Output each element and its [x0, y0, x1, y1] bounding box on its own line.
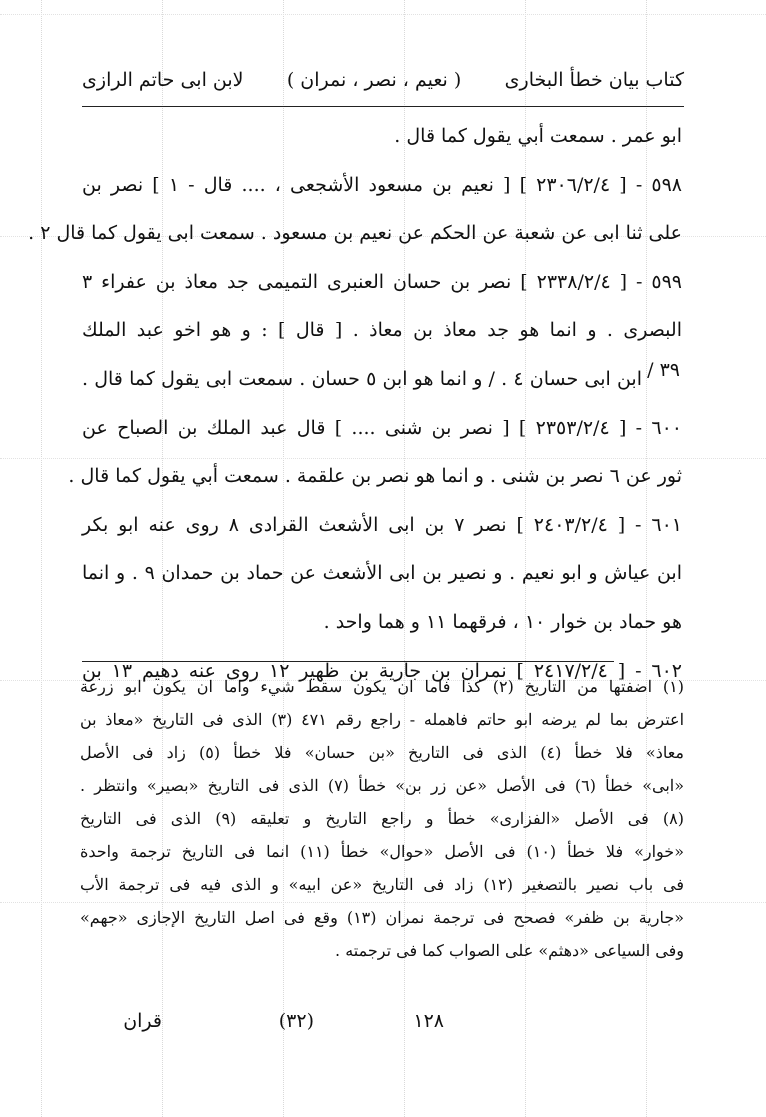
text-line: ٦٠٢ - [ ٢٤١٧/٢/٤ ] نمران بن جارية بن ظهير ١٢ روى عنه دهيم ١٣ بن: [82, 659, 683, 682]
page-number: ١٢٨: [413, 1010, 444, 1032]
text-line: ابن عياش و ابو نعيم . و نصير بن ابى الأشعث عن حماد بن حمدان ٩ . و انما: [82, 562, 682, 585]
header-author: لابن ابى حاتم الرازى: [82, 69, 244, 91]
footnote-line: «جارية بن ظفر» فصحح فى ترجمة نمران (١٣) وقع فى اصل التاريخ الإجازى «جهم»: [80, 908, 685, 927]
text-line: على ثنا ابى عن شعبة عن الحكم عن نعيم بن مسعود . سمعت ابى يقول كما قال ٢ .: [28, 222, 682, 245]
header-rule: [82, 106, 684, 107]
footnote-line: فى باب نصير بالتصغير (١٢) زاد فى التاريخ «عن ابيه» و الذى فيه فى ترجمة الأب: [80, 875, 684, 894]
signature-mark: (٣٢): [278, 1010, 314, 1032]
header-names: ( نعيم ، نصر ، نمران ): [286, 69, 462, 91]
catchword: قران: [123, 1010, 162, 1032]
footnote-line: (١) اضفتها من التاريخ (٢) كذا فاما ان يكون سقط شيء واما ان يكون ابو زرعة: [80, 677, 685, 696]
text-line: هو حماد بن خوار ١٠ ، فرقهما ١١ و هما واحد .: [323, 610, 682, 633]
text-line: ثور عن ٦ نصر بن شنى . و انما هو نصر بن علقمة . سمعت أبي يقول كما قال .: [68, 465, 682, 488]
text-line: ابو عمر . سمعت أبي يقول كما قال .: [394, 125, 682, 147]
page-footer: [82, 1010, 682, 1050]
text-line: ٦٠١ - [ ٢٤٠٣/٢/٤ ] نصر ٧ بن ابى الأشعث القرادى ٨ روى عنه ابو بكر: [82, 513, 682, 536]
footnote-line: وفى السياعى «دهثم» على الصواب كما فى ترجمته .: [335, 941, 684, 960]
header-book-title: كتاب بيان خطأ البخارى: [504, 69, 684, 91]
grid-line: [41, 0, 42, 1117]
footnote-line: «ابى» خطأ (٦) فى الأصل «عن زر بن» خطأ (٧) الذى فى التاريخ «بصير» وانتظر .: [80, 776, 685, 795]
running-header: [82, 60, 684, 100]
text-line: ٦٠٠ - [ ٢٣٥٣/٢/٤ ] [ نصر بن شنى .... ] قال عبد الملك بن الصباح عن: [82, 416, 683, 439]
text-line: ٥٩٨ - [ ٢٣٠٦/٢/٤ ] [ نعيم بن مسعود الأشجعى ، .... قال - ١ ] نصر بن: [82, 173, 683, 196]
footnote-line: (٨) فى الأصل «الفزارى» خطأ و راجع التاريخ و تعليقه (٩) الذى فى التاريخ: [80, 809, 684, 828]
footnote-line: «خوار» فلا خطأ (١٠) فى الأصل «حوال» خطأ (١١) انما فى التاريخ ترجمة واحدة: [80, 842, 684, 861]
main-text: [28, 112, 683, 695]
margin-folio-note: ٣٩ /: [647, 359, 680, 381]
grid-line: [0, 14, 766, 15]
footnote-rule: [82, 661, 614, 662]
footnote-line: اعترض بما لم يرضه ابو حاتم فاهمله - راجع رقم ٤٧١ (٣) الذى فى التاريخ «معاذ بن: [80, 710, 685, 729]
footnotes: [80, 670, 684, 967]
text-line: ٥٩٩ - [ ٢٣٣٨/٢/٤ ] نصر بن حسان العنبرى التميمى جد معاذ بن عفراء ٣: [82, 270, 682, 293]
text-line: ابن ابى حسان ٤ . / و انما هو ابن ٥ حسان . سمعت ابى يقول كما قال .: [82, 367, 642, 390]
text-line: البصرى . و انما هو جد معاذ بن معاذ . [ قال ] : و هو اخو عبد الملك: [82, 319, 682, 342]
footnote-line: معاذ» فلا خطأ (٤) الذى فى التاريخ «بن حسان» فلا خطأ (٥) زاد فى الأصل: [80, 743, 685, 762]
